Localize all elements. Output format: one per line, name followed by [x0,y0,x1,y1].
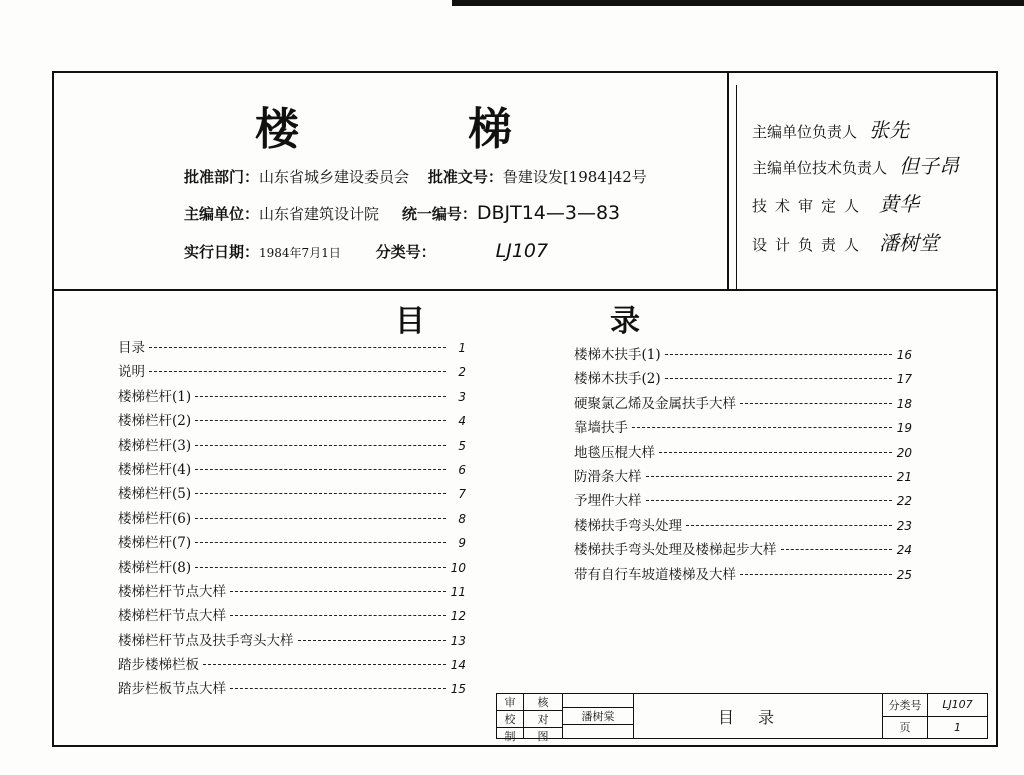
toc-entry [118,409,466,433]
toc-entry [118,360,466,384]
header-column-divider-inner [736,85,737,290]
toc-entry-title: 楼梯栏杆(3) [118,437,192,454]
toc-entry [118,434,466,458]
toc-entry-page: 19 [896,421,912,436]
toc-leader-dashes [230,591,446,592]
toc-entry-title: 楼梯栏杆节点大样 [118,608,226,625]
tb-set-no-value: LJ107 [928,694,987,717]
title-char-right: 梯 [468,104,514,155]
toc-entry-page: 1 [458,341,466,355]
toc-entry [118,507,466,531]
toc-entry-title: 防滑条大样 [574,468,642,485]
toc-entry-title: 楼梯扶手弯头处理 [574,517,682,534]
toc-leader-dashes [686,525,892,526]
responsible-row-1 [752,114,909,143]
toc-leader-dashes [149,371,446,372]
toc-entry-page: 9 [458,536,466,551]
toc-entry-page: 16 [896,348,912,362]
toc-entry-page: 15 [450,682,466,697]
unified-no-label: 统一编号： [401,205,477,223]
toc-entry-title: 楼梯栏杆(8) [118,559,192,576]
toc-leader-dashes [740,574,892,575]
toc-entry-title: 楼梯木扶手(2) [574,371,661,388]
toc-heading-left: 目 [395,304,425,339]
toc-entry-page: 25 [896,567,912,582]
unified-no-value: DBJT14—3—83 [476,202,621,224]
header-column-divider [727,71,729,291]
toc-leader-dashes [195,542,446,543]
toc-entry-page: 21 [896,469,912,484]
approval-dept-value: 山东省城乡建设委员会 [259,168,410,186]
toc-entry-page: 24 [896,543,912,558]
toc-entry-page: 2 [458,365,466,380]
toc-entry [574,343,912,367]
toc-entry-title: 楼梯扶手弯头处理及楼梯起步大样 [574,542,777,559]
toc-right-column [574,343,912,587]
toc-leader-dashes [195,396,446,397]
tb-set-no-label: 分类号 [883,694,927,717]
responsible-signature: 张先 [869,118,910,142]
toc-entry [574,392,912,416]
tb-role-review: 审 [497,694,523,711]
toc-entry-title: 楼梯栏杆(4) [118,461,192,478]
toc-entry-title: 楼梯栏杆(6) [118,510,192,527]
title-char-left: 楼 [255,104,301,155]
toc-entry-title: 踏步楼梯栏板 [118,657,199,674]
toc-entry-page: 18 [896,396,912,411]
toc-heading-right: 录 [610,304,640,339]
editor-value: 山东省建筑设计院 [259,205,380,223]
info-row-effective [184,240,548,262]
toc-entry-title: 带有自行车坡道楼梯及大样 [574,566,736,583]
tb-role-review-2: 核 [524,694,562,711]
toc-entry [574,538,912,562]
toc-leader-dashes [665,354,892,355]
toc-entry [574,489,912,513]
header-divider [52,289,998,291]
toc-leader-dashes [632,427,892,428]
toc-entry [118,653,466,677]
responsible-signature: 黄华 [879,192,920,216]
responsible-role: 主编单位技术负责人 [752,159,888,177]
toc-leader-dashes [195,469,446,470]
tb-role-check-2: 对 [524,711,562,728]
toc-entry [574,465,912,489]
toc-entry-page: 6 [458,462,466,477]
toc-entry [574,416,912,440]
toc-leader-dashes [195,493,446,494]
toc-entry-title: 楼梯栏杆节点大样 [118,583,226,600]
toc-leader-dashes [195,518,446,519]
toc-leader-dashes [298,640,447,641]
approval-doc-label: 批准文号： [427,168,503,186]
toc-entry-title: 予埋件大样 [574,493,642,510]
toc-entry-title: 地毯压棍大样 [574,444,655,461]
toc-leader-dashes [665,378,892,379]
toc-entry-title: 说明 [118,364,145,381]
top-edge-bar [452,0,1024,6]
toc-leader-dashes [195,420,446,421]
toc-leader-dashes [740,403,892,404]
class-no-value: LJ107 [495,240,549,262]
info-row-editor [184,202,620,224]
title-block [496,693,988,743]
toc-entry [118,580,466,604]
approval-doc-value: 鲁建设发[1984]42号 [502,168,647,186]
toc-entry-page: 11 [450,584,466,599]
tb-role-draw: 制 [504,730,516,743]
info-row-approval [184,166,647,187]
tb-signer: 潘树棠 [563,708,633,725]
effective-label: 实行日期： [184,243,260,261]
toc-left-column [118,336,466,702]
toc-entry-page: 7 [458,487,466,502]
toc-entry-title: 楼梯栏杆(2) [118,413,192,430]
toc-leader-dashes [195,445,446,446]
toc-entry [574,563,912,587]
toc-entry-title: 靠墙扶手 [574,420,628,437]
toc-entry-page: 4 [458,414,466,429]
toc-entry [118,556,466,580]
tb-page-label: 页 [899,721,911,735]
toc-entry [118,629,466,653]
toc-entry [118,458,466,482]
toc-entry-title: 踏步栏板节点大样 [118,681,226,698]
toc-entry-title: 楼梯木扶手(1) [574,347,661,363]
toc-entry-page: 10 [450,560,466,575]
toc-leader-dashes [230,688,446,689]
toc-entry-page: 17 [896,372,912,387]
responsible-signature: 潘树堂 [879,231,940,255]
responsible-row-2 [752,150,959,179]
toc-entry-title: 楼梯栏杆(1) [118,388,192,405]
tb-role-check: 校 [497,711,523,728]
tb-role-draw-2: 图 [537,730,549,743]
responsible-role: 主编单位负责人 [752,123,858,141]
toc-leader-dashes [781,549,893,550]
toc-entry-title: 楼梯栏杆(7) [118,535,192,552]
toc-entry [574,367,912,391]
toc-leader-dashes [659,452,892,453]
toc-entry-title: 硬聚氯乙烯及金属扶手大样 [574,395,736,412]
responsible-signature: 但子昂 [899,154,960,178]
toc-entry-page: 3 [458,389,466,404]
toc-entry-title: 目录 [118,340,145,356]
toc-entry-page: 23 [896,518,912,533]
toc-entry-page: 8 [458,511,466,526]
toc-entry-page: 22 [896,494,912,509]
toc-entry-page: 13 [450,633,466,648]
toc-entry [118,677,466,701]
toc-entry [574,441,912,465]
tb-page-value: 1 [954,720,961,734]
responsible-role: 技术审定人 [752,197,868,215]
toc-leader-dashes [203,664,446,665]
toc-entry-page: 14 [450,658,466,673]
toc-leader-dashes [230,615,446,616]
approval-dept-label: 批准部门： [184,168,260,186]
responsible-row-3 [752,188,919,217]
class-no-label: 分类号： [375,243,436,261]
toc-entry-page: 5 [458,438,466,453]
toc-entry [574,514,912,538]
toc-entry [118,604,466,628]
toc-entry [118,482,466,506]
toc-leader-dashes [646,476,893,477]
toc-leader-dashes [195,567,446,568]
toc-entry-page: 20 [896,445,912,460]
toc-leader-dashes [646,500,893,501]
toc-entry [118,385,466,409]
toc-entry-title: 楼梯栏杆节点及扶手弯头大样 [118,632,294,649]
responsible-row-4 [752,227,939,256]
editor-label: 主编单位： [184,205,260,223]
tb-sheet-title: 目录 [634,694,883,738]
toc-entry [118,336,466,360]
responsible-role: 设计负责人 [752,236,868,254]
toc-entry-title: 楼梯栏杆(5) [118,486,192,503]
toc-entry [118,531,466,555]
toc-leader-dashes [149,347,446,348]
effective-value: 1984年7月1日 [259,246,341,260]
toc-entry-page: 12 [450,609,466,624]
